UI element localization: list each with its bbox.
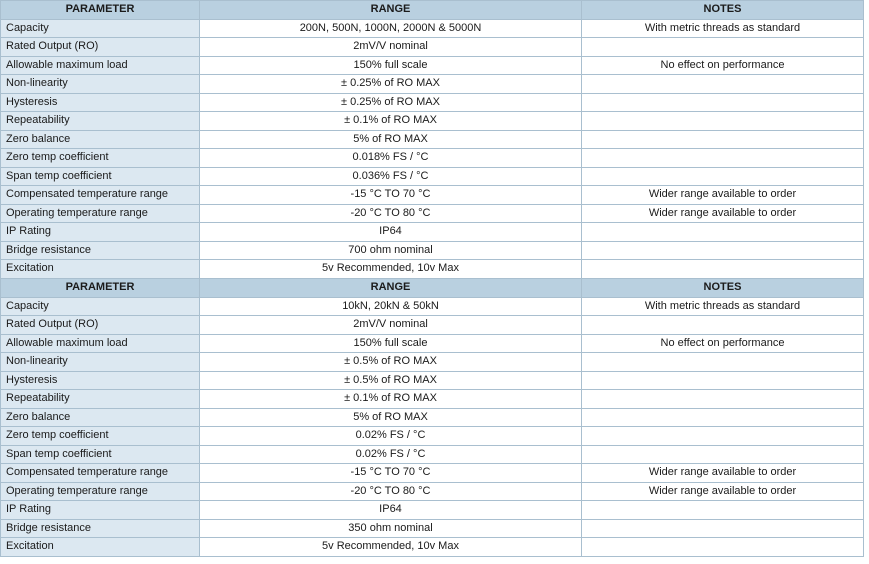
range-cell: 0.02% FS / °C: [200, 427, 582, 446]
range-cell: -15 °C TO 70 °C: [200, 186, 582, 205]
table-row: [1, 427, 864, 446]
notes-cell: [582, 260, 864, 279]
table-row: [1, 390, 864, 409]
notes-cell: Wider range available to order: [582, 186, 864, 205]
range-cell: 5v Recommended, 10v Max: [200, 260, 582, 279]
table-row: [1, 56, 864, 75]
notes-cell: [582, 112, 864, 131]
parameter-cell: Bridge resistance: [1, 241, 200, 260]
header-range: RANGE: [200, 279, 582, 298]
table-row: [1, 353, 864, 372]
parameter-cell: Repeatability: [1, 390, 200, 409]
range-cell: 2mV/V nominal: [200, 316, 582, 335]
table-row: [1, 130, 864, 149]
notes-cell: [582, 167, 864, 186]
parameter-cell: Repeatability: [1, 112, 200, 131]
range-cell: 5% of RO MAX: [200, 408, 582, 427]
parameter-cell: Span temp coefficient: [1, 445, 200, 464]
table-row: [1, 445, 864, 464]
range-cell: 10kN, 20kN & 50kN: [200, 297, 582, 316]
notes-cell: Wider range available to order: [582, 482, 864, 501]
range-cell: ± 0.5% of RO MAX: [200, 353, 582, 372]
table-row: [1, 93, 864, 112]
range-cell: -20 °C TO 80 °C: [200, 482, 582, 501]
notes-cell: [582, 38, 864, 57]
parameter-cell: Rated Output (RO): [1, 316, 200, 335]
table-row: [1, 519, 864, 538]
table-body: [1, 297, 864, 556]
parameter-cell: Zero temp coefficient: [1, 427, 200, 446]
table-row: [1, 408, 864, 427]
parameter-cell: Compensated temperature range: [1, 464, 200, 483]
notes-cell: [582, 427, 864, 446]
table-row: [1, 371, 864, 390]
notes-cell: [582, 501, 864, 520]
table-row: [1, 260, 864, 279]
parameter-cell: Zero temp coefficient: [1, 149, 200, 168]
parameter-cell: Allowable maximum load: [1, 56, 200, 75]
table-header-row: [1, 279, 864, 298]
range-cell: ± 0.1% of RO MAX: [200, 112, 582, 131]
notes-cell: [582, 316, 864, 335]
parameter-cell: Compensated temperature range: [1, 186, 200, 205]
spec-table-1: [0, 0, 864, 279]
notes-cell: [582, 93, 864, 112]
notes-cell: [582, 408, 864, 427]
table-row: [1, 75, 864, 94]
parameter-cell: Operating temperature range: [1, 482, 200, 501]
notes-cell: [582, 130, 864, 149]
range-cell: -15 °C TO 70 °C: [200, 464, 582, 483]
table-row: [1, 186, 864, 205]
table-header-row: [1, 1, 864, 20]
parameter-cell: Span temp coefficient: [1, 167, 200, 186]
table-body: [1, 19, 864, 278]
table-row: [1, 167, 864, 186]
parameter-cell: Operating temperature range: [1, 204, 200, 223]
parameter-cell: Hysteresis: [1, 371, 200, 390]
notes-cell: Wider range available to order: [582, 464, 864, 483]
parameter-cell: Non-linearity: [1, 353, 200, 372]
range-cell: 5v Recommended, 10v Max: [200, 538, 582, 557]
header-parameter: PARAMETER: [1, 1, 200, 20]
table-row: [1, 223, 864, 242]
range-cell: IP64: [200, 501, 582, 520]
parameter-cell: Non-linearity: [1, 75, 200, 94]
notes-cell: [582, 75, 864, 94]
parameter-cell: Capacity: [1, 19, 200, 38]
notes-cell: [582, 241, 864, 260]
table-row: [1, 19, 864, 38]
range-cell: 0.018% FS / °C: [200, 149, 582, 168]
header-range: RANGE: [200, 1, 582, 20]
table-row: [1, 482, 864, 501]
notes-cell: [582, 149, 864, 168]
parameter-cell: Rated Output (RO): [1, 38, 200, 57]
notes-cell: No effect on performance: [582, 56, 864, 75]
range-cell: ± 0.25% of RO MAX: [200, 75, 582, 94]
parameter-cell: Allowable maximum load: [1, 334, 200, 353]
header-notes: NOTES: [582, 279, 864, 298]
header-notes: NOTES: [582, 1, 864, 20]
notes-cell: [582, 353, 864, 372]
notes-cell: [582, 519, 864, 538]
parameter-cell: Zero balance: [1, 408, 200, 427]
table-row: [1, 297, 864, 316]
parameter-cell: Zero balance: [1, 130, 200, 149]
parameter-cell: IP Rating: [1, 223, 200, 242]
range-cell: 350 ohm nominal: [200, 519, 582, 538]
table-row: [1, 501, 864, 520]
range-cell: 200N, 500N, 1000N, 2000N & 5000N: [200, 19, 582, 38]
range-cell: 2mV/V nominal: [200, 38, 582, 57]
range-cell: -20 °C TO 80 °C: [200, 204, 582, 223]
notes-cell: Wider range available to order: [582, 204, 864, 223]
range-cell: 150% full scale: [200, 334, 582, 353]
range-cell: 700 ohm nominal: [200, 241, 582, 260]
parameter-cell: Hysteresis: [1, 93, 200, 112]
table-row: [1, 464, 864, 483]
range-cell: IP64: [200, 223, 582, 242]
table-row: [1, 538, 864, 557]
range-cell: ± 0.25% of RO MAX: [200, 93, 582, 112]
table-row: [1, 334, 864, 353]
spec-table-2: [0, 278, 864, 557]
parameter-cell: Excitation: [1, 538, 200, 557]
notes-cell: With metric threads as standard: [582, 19, 864, 38]
notes-cell: [582, 445, 864, 464]
table-row: [1, 316, 864, 335]
parameter-cell: Capacity: [1, 297, 200, 316]
parameter-cell: Excitation: [1, 260, 200, 279]
notes-cell: [582, 538, 864, 557]
header-parameter: PARAMETER: [1, 279, 200, 298]
notes-cell: [582, 223, 864, 242]
notes-cell: [582, 371, 864, 390]
range-cell: ± 0.5% of RO MAX: [200, 371, 582, 390]
table-row: [1, 149, 864, 168]
notes-cell: [582, 390, 864, 409]
table-row: [1, 112, 864, 131]
range-cell: 5% of RO MAX: [200, 130, 582, 149]
range-cell: ± 0.1% of RO MAX: [200, 390, 582, 409]
range-cell: 0.036% FS / °C: [200, 167, 582, 186]
notes-cell: With metric threads as standard: [582, 297, 864, 316]
table-row: [1, 38, 864, 57]
parameter-cell: Bridge resistance: [1, 519, 200, 538]
table-row: [1, 241, 864, 260]
range-cell: 0.02% FS / °C: [200, 445, 582, 464]
table-row: [1, 204, 864, 223]
parameter-cell: IP Rating: [1, 501, 200, 520]
range-cell: 150% full scale: [200, 56, 582, 75]
notes-cell: No effect on performance: [582, 334, 864, 353]
